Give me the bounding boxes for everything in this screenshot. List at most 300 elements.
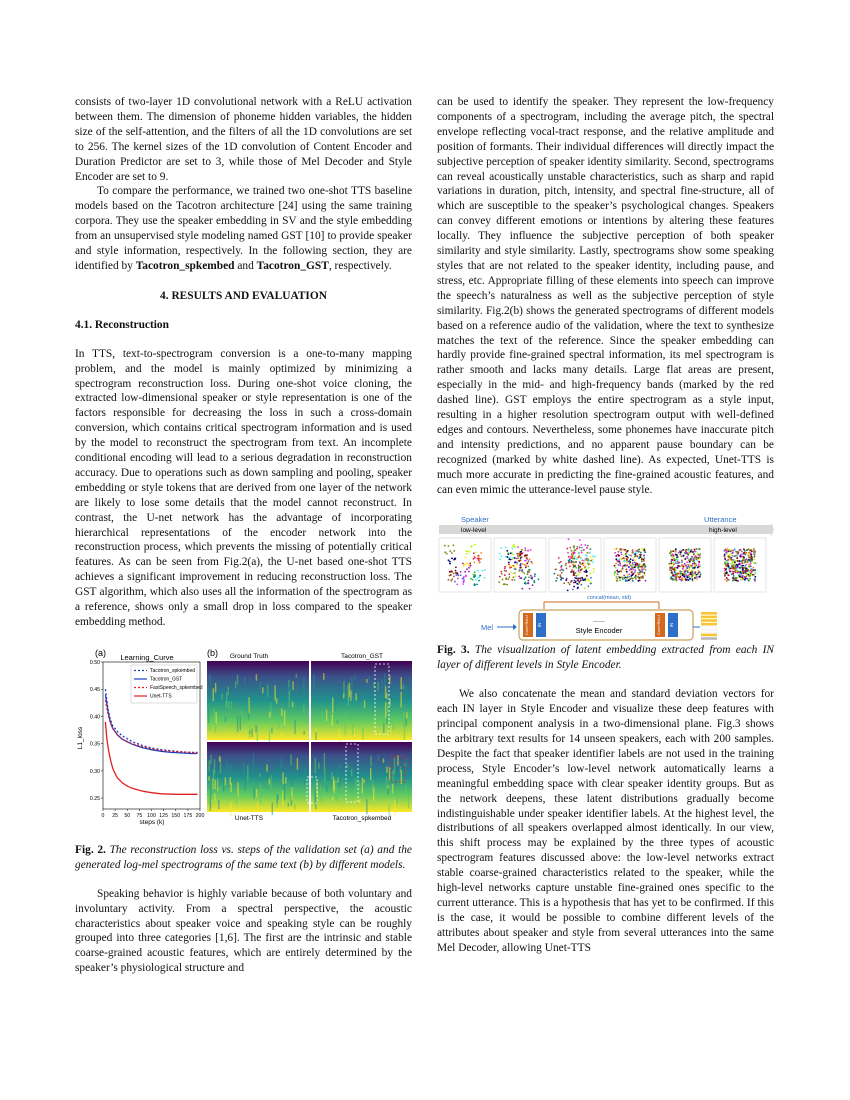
pca-point	[450, 580, 452, 582]
spectrogram-streak	[336, 693, 337, 698]
pca-point	[473, 562, 475, 564]
y-tick-label: 0.50	[89, 659, 100, 666]
pca-point	[585, 572, 587, 574]
pca-point	[468, 565, 470, 567]
pca-point	[474, 584, 476, 586]
pca-point	[632, 564, 634, 566]
pca-point	[584, 545, 586, 547]
pca-point	[687, 577, 689, 579]
spectrogram-streak	[403, 712, 404, 725]
pca-point	[623, 575, 625, 577]
pca-point	[580, 545, 582, 547]
pca-point	[529, 588, 531, 590]
pca-point	[574, 558, 576, 560]
pca-point	[637, 550, 639, 552]
pca-point	[474, 544, 476, 546]
pca-point	[530, 549, 532, 551]
utterance-label: Utterance	[704, 515, 737, 525]
pca-point	[737, 553, 739, 555]
pca-point	[462, 584, 464, 586]
pca-point	[753, 559, 755, 561]
pca-point	[478, 580, 480, 582]
pca-point	[623, 555, 625, 557]
spectrogram-streak	[405, 687, 406, 700]
pca-point	[587, 545, 589, 547]
pca-point	[730, 554, 732, 556]
pca-point	[725, 569, 727, 571]
pca-point	[640, 573, 642, 575]
pca-point	[628, 580, 630, 582]
pca-point	[524, 573, 526, 575]
pca-point	[629, 570, 631, 572]
pca-point	[671, 578, 673, 580]
pca-point	[734, 562, 736, 564]
spectrogram-streak	[249, 731, 250, 734]
pca-point	[455, 573, 457, 575]
pca-point	[641, 559, 643, 561]
spectrogram-streak	[387, 788, 388, 795]
spectrogram-streak	[331, 772, 332, 779]
pca-point	[519, 554, 521, 556]
output-layer-bar	[701, 630, 717, 633]
pca-point	[514, 573, 516, 575]
pca-point	[698, 561, 700, 563]
pca-point	[669, 563, 671, 565]
spectrogram-streak	[386, 716, 387, 724]
spectrogram-streak	[346, 711, 347, 715]
pca-point	[690, 565, 692, 567]
pca-point	[729, 571, 731, 573]
spectrogram-streak	[247, 766, 248, 782]
pca-point	[734, 568, 736, 570]
pca-point	[643, 564, 645, 566]
spectrogram-streak	[362, 728, 363, 740]
pca-point	[688, 569, 690, 571]
pca-point	[470, 578, 472, 580]
pca-point	[753, 549, 755, 551]
spectrogram-streak	[332, 796, 333, 800]
pca-point	[752, 574, 754, 576]
pca-point	[625, 581, 627, 583]
spectrogram-streak	[303, 677, 304, 693]
pca-point	[573, 586, 575, 588]
pca-point	[578, 566, 580, 568]
pca-point	[618, 551, 620, 553]
pca-point	[635, 555, 637, 557]
pca-point	[477, 570, 479, 572]
spectrogram-streak	[292, 702, 293, 708]
spectrogram-streak	[404, 725, 405, 740]
pca-point	[463, 566, 465, 568]
pca-point	[561, 572, 563, 574]
pca-point	[478, 556, 480, 558]
pca-point	[632, 578, 634, 580]
spectrogram-streak	[335, 788, 336, 799]
pca-point	[681, 565, 683, 567]
pca-point	[688, 580, 690, 582]
pca-point	[586, 575, 588, 577]
pca-point	[533, 580, 535, 582]
spectrogram-streak	[215, 780, 216, 789]
pca-point	[625, 577, 627, 579]
pca-point	[740, 572, 742, 574]
spectrogram-streak	[289, 691, 290, 707]
pca-point	[457, 573, 459, 575]
pca-point	[641, 561, 643, 563]
pca-point	[677, 565, 679, 567]
output-layer-bar	[701, 623, 717, 626]
spectrogram-streak	[230, 764, 231, 771]
pca-point	[687, 554, 689, 556]
figure-2-caption	[75, 843, 412, 873]
pca-point	[572, 589, 574, 591]
pca-point	[737, 577, 739, 579]
panel-b-label: (b)	[207, 647, 218, 658]
pca-point	[480, 552, 482, 554]
pca-point	[680, 554, 682, 556]
pca-point	[470, 565, 472, 567]
pca-point	[526, 555, 528, 557]
pca-point	[573, 580, 575, 582]
spectrogram-streak	[396, 793, 397, 805]
pca-point	[729, 568, 731, 570]
pca-point	[616, 570, 618, 572]
pca-point	[580, 570, 582, 572]
pca-point	[742, 565, 744, 567]
figure-2	[75, 646, 412, 841]
spectrogram-streak	[244, 778, 245, 790]
input-arrow-head	[513, 624, 517, 630]
pca-point	[632, 558, 634, 560]
pca-point	[671, 559, 673, 561]
pca-point	[575, 582, 577, 584]
pca-point	[684, 574, 686, 576]
pca-point	[618, 555, 620, 557]
pca-point	[732, 573, 734, 575]
pca-point	[694, 567, 696, 569]
pca-point	[469, 551, 471, 553]
mel-label: Mel	[481, 623, 494, 633]
pca-point	[465, 557, 467, 559]
pca-point	[502, 579, 504, 581]
spectrogram-streak	[297, 758, 298, 770]
pca-point	[746, 570, 748, 572]
spectrogram-streak	[210, 674, 211, 683]
pca-point	[638, 549, 640, 551]
pca-point	[562, 570, 564, 572]
pca-point	[515, 569, 517, 571]
pca-point	[739, 576, 741, 578]
pca-point	[743, 558, 745, 560]
pca-point	[575, 562, 577, 564]
pca-point	[748, 557, 750, 559]
pca-point	[728, 551, 730, 553]
pca-point	[692, 580, 694, 582]
pca-point	[570, 581, 572, 583]
pca-point	[576, 583, 578, 585]
pca-point	[732, 562, 734, 564]
pca-point	[593, 568, 595, 570]
pca-point	[675, 563, 677, 565]
spectrogram-streak	[408, 792, 409, 808]
pca-point	[527, 583, 529, 585]
pca-point	[670, 555, 672, 557]
pca-point	[453, 576, 455, 578]
pca-point	[614, 549, 616, 551]
spectrogram-streak	[274, 685, 275, 700]
spectrogram-streak	[324, 768, 325, 782]
pca-point	[683, 570, 685, 572]
pca-point	[635, 578, 637, 580]
pca-point	[697, 573, 699, 575]
pca-point	[689, 578, 691, 580]
spectrogram-streak	[389, 699, 390, 706]
pca-point	[694, 551, 696, 553]
y-axis-label: L1_loss	[77, 726, 84, 750]
pca-point	[694, 549, 696, 551]
spectrogram-streak	[320, 785, 321, 801]
pca-point	[687, 550, 689, 552]
pca-point	[566, 548, 568, 550]
pca-point	[581, 550, 583, 552]
pca-point	[475, 580, 477, 582]
pca-point	[590, 582, 592, 584]
pca-point	[681, 562, 683, 564]
spec-label-ground-truth: Ground Truth	[229, 652, 269, 660]
spectrogram-streak	[266, 685, 267, 697]
pca-point	[676, 555, 678, 557]
pca-point	[585, 566, 587, 568]
pca-point	[681, 550, 683, 552]
in-block-label: IN	[669, 623, 674, 628]
chart-legend	[131, 665, 203, 703]
pca-point	[754, 556, 756, 558]
pca-point	[588, 586, 590, 588]
pca-point	[571, 550, 573, 552]
pca-point	[696, 565, 698, 567]
spectrogram-streak	[389, 767, 390, 780]
pca-point	[627, 575, 629, 577]
pca-point	[626, 559, 628, 561]
pca-point	[690, 551, 692, 553]
pca-point	[590, 556, 592, 558]
pca-point	[579, 578, 581, 580]
pca-point	[615, 556, 617, 558]
pca-point	[686, 579, 688, 581]
x-tick-label: 200	[195, 812, 205, 819]
pca-point	[614, 571, 616, 573]
pca-point	[538, 579, 540, 581]
pca-point	[615, 567, 617, 569]
pca-point	[587, 562, 589, 564]
spectrogram-streak	[225, 777, 226, 785]
section-title: 4. RESULTS AND EVALUATION	[160, 289, 327, 302]
pca-point	[725, 573, 727, 575]
pca-point	[586, 552, 588, 554]
pca-point	[513, 566, 515, 568]
spectrogram-streak	[262, 687, 263, 693]
y-tick-label: 0.25	[89, 796, 100, 803]
paragraph-text: To compare the performance, we trained two one-shot TTS baseline models based on the Tacotron architecture [24] using the same training corpora. They use the speaker embedding in SV and the style embedding from an unsupervised style modeling named GST [10] to provide speaker and style information, respectively. In the following section, they are identified by	[75, 185, 412, 272]
pca-point	[698, 554, 700, 556]
pca-point	[480, 558, 482, 560]
pca-point	[498, 582, 500, 584]
pca-point	[629, 562, 631, 564]
spectrogram-tile	[207, 742, 309, 812]
pca-point	[511, 579, 513, 581]
pca-point	[514, 580, 516, 582]
pca-point	[614, 575, 616, 577]
pca-point	[471, 546, 473, 548]
pca-point	[578, 570, 580, 572]
x-tick-label: 175	[183, 812, 193, 819]
pca-point	[478, 560, 480, 562]
pca-point	[519, 561, 521, 563]
pca-point	[579, 547, 581, 549]
spectrogram-streak	[405, 718, 406, 726]
pca-point	[449, 551, 451, 553]
pca-point	[510, 559, 512, 561]
pca-point	[506, 550, 508, 552]
pca-point	[634, 572, 636, 574]
spectrogram-streak	[244, 677, 245, 683]
pca-point	[501, 556, 503, 558]
spectrogram-streak	[210, 785, 211, 795]
pca-point	[569, 547, 571, 549]
high-level-label: high-level	[709, 527, 737, 535]
pca-point	[748, 566, 750, 568]
pca-point	[507, 554, 509, 556]
pca-point	[734, 556, 736, 558]
pca-point	[748, 559, 750, 561]
pca-point	[516, 558, 518, 560]
pca-point	[680, 573, 682, 575]
pca-point	[479, 562, 481, 564]
pca-point	[514, 546, 516, 548]
spectrogram-streak	[397, 755, 398, 766]
pca-point	[728, 580, 730, 582]
pca-point	[559, 570, 561, 572]
pca-point	[571, 560, 573, 562]
chart-title: Learning_Curve	[120, 652, 174, 662]
pca-point	[691, 559, 693, 561]
spectrogram-streak	[213, 770, 214, 787]
pca-point	[525, 583, 527, 585]
pca-point	[672, 565, 674, 567]
pca-point	[510, 572, 512, 574]
pca-point	[688, 575, 690, 577]
pca-point	[676, 567, 678, 569]
spectrogram-streak	[339, 764, 340, 769]
x-tick-label: 50	[124, 812, 131, 819]
spectrogram-streak	[324, 790, 325, 794]
pca-point	[451, 558, 453, 560]
spectrogram-streak	[384, 673, 385, 687]
pca-point	[681, 580, 683, 582]
pca-point	[743, 552, 745, 554]
pca-point	[473, 553, 475, 555]
pca-point	[742, 578, 744, 580]
pca-point	[521, 549, 523, 551]
spectrogram-streak	[304, 731, 305, 735]
pca-point	[695, 557, 697, 559]
paragraph: can be used to identify the speaker. They represent the low-frequency components of a spectrogram, including the average pitch, the spectral envelope reflecting vocal-tract response, and the relative amplitude and position of formants. Their individual differences will directly impact the subjective perception of speaker identity similarity. Second, spectrograms can reveal acoustically unstable characteristics, such as sharp and rapid variations in duration, pitch, intensity, and spectral fine-structure, all of which are susceptible to the speaker’s psychological changes. Speakers can convey different emotions or intentions by altering these features locally. They influence the subjective perception of both speaker similarity and style similarity. Lastly, spectrograms show some speaking styles that are not related to the speaker identity, including pause, and stress, etc. Appropriate filling of these elements into speech can improve the speech’s naturalness as well as the subjective perception of style similarity. Fig.2(b) shows the generated spectrograms of different models based on a reference audio of the validation, where the text to synthesize matches the text of the reference. Since the speaker embedding can hardly provide fine-grained spectral information, its mel spectrogram is rather smooth and lacks many details. Large flat areas are present, especially in the mid- and high-frequency bands (marked by the red dashed line). GST employs the entire spectrogram as a style input, resulting in a higher resolution spectrogram output with well-defined edges and contours. Nevertheless, some phonemes have inaccurate pitch and intensity predictions, and no apparent pause boundary can be recognized (marked by white dashed line). As expected, Unet-TTS is much more accurate in predicting the fine-grained acoustic features, and can even mimic the utterance-level pause style.	[437, 96, 774, 496]
pca-point	[556, 578, 558, 580]
pca-point	[578, 574, 580, 576]
pca-point	[584, 579, 586, 581]
left-column	[75, 95, 412, 976]
pca-point	[638, 569, 640, 571]
pca-point	[593, 571, 595, 573]
pca-point	[499, 559, 501, 561]
pca-point	[623, 565, 625, 567]
pca-point	[692, 551, 694, 553]
spectrogram-streak	[276, 698, 277, 703]
pca-point	[626, 562, 628, 564]
pca-point	[733, 575, 735, 577]
pca-point	[615, 559, 617, 561]
spectrogram-streak	[327, 774, 328, 781]
caption-label: Fig. 3.	[437, 644, 470, 657]
pca-point	[748, 571, 750, 573]
pca-point	[753, 567, 755, 569]
pca-point	[696, 579, 698, 581]
pca-point	[642, 577, 644, 579]
spectrogram-streak	[355, 777, 356, 789]
pca-point	[638, 580, 640, 582]
pca-point	[697, 567, 699, 569]
level-arrow-head	[771, 522, 774, 537]
pca-point	[673, 569, 675, 571]
spectrogram-streak	[284, 784, 285, 800]
pca-point	[681, 556, 683, 558]
pca-point	[729, 556, 731, 558]
pca-point	[692, 579, 694, 581]
pca-point	[691, 556, 693, 558]
spectrogram-streak	[290, 754, 291, 765]
pca-point	[755, 570, 757, 572]
spectrogram-streak	[231, 701, 232, 710]
pca-point	[507, 579, 509, 581]
pca-point	[742, 569, 744, 571]
output-layer-bar	[701, 634, 717, 637]
pca-point	[683, 576, 685, 578]
pca-point	[463, 582, 465, 584]
pca-point	[529, 559, 531, 561]
spectrogram-streak	[237, 782, 238, 796]
spectrogram-streak	[366, 799, 367, 814]
pca-point	[632, 563, 634, 565]
spectrogram-streak	[372, 786, 373, 790]
pca-point	[623, 561, 625, 563]
pca-point	[641, 549, 643, 551]
spectrogram-streak	[288, 803, 289, 807]
pca-point	[521, 588, 523, 590]
pca-point	[742, 567, 744, 569]
pca-point	[732, 578, 734, 580]
pca-point	[463, 576, 465, 578]
paragraph-text: and	[234, 259, 257, 272]
pca-point	[615, 563, 617, 565]
spectrogram-streak	[345, 718, 346, 735]
pca-point	[510, 553, 512, 555]
pca-point	[614, 552, 616, 554]
pca-point	[640, 552, 642, 554]
paragraph-text: , respectively.	[328, 259, 392, 272]
pca-point	[590, 577, 592, 579]
pca-point	[633, 550, 635, 552]
pca-point	[639, 572, 641, 574]
